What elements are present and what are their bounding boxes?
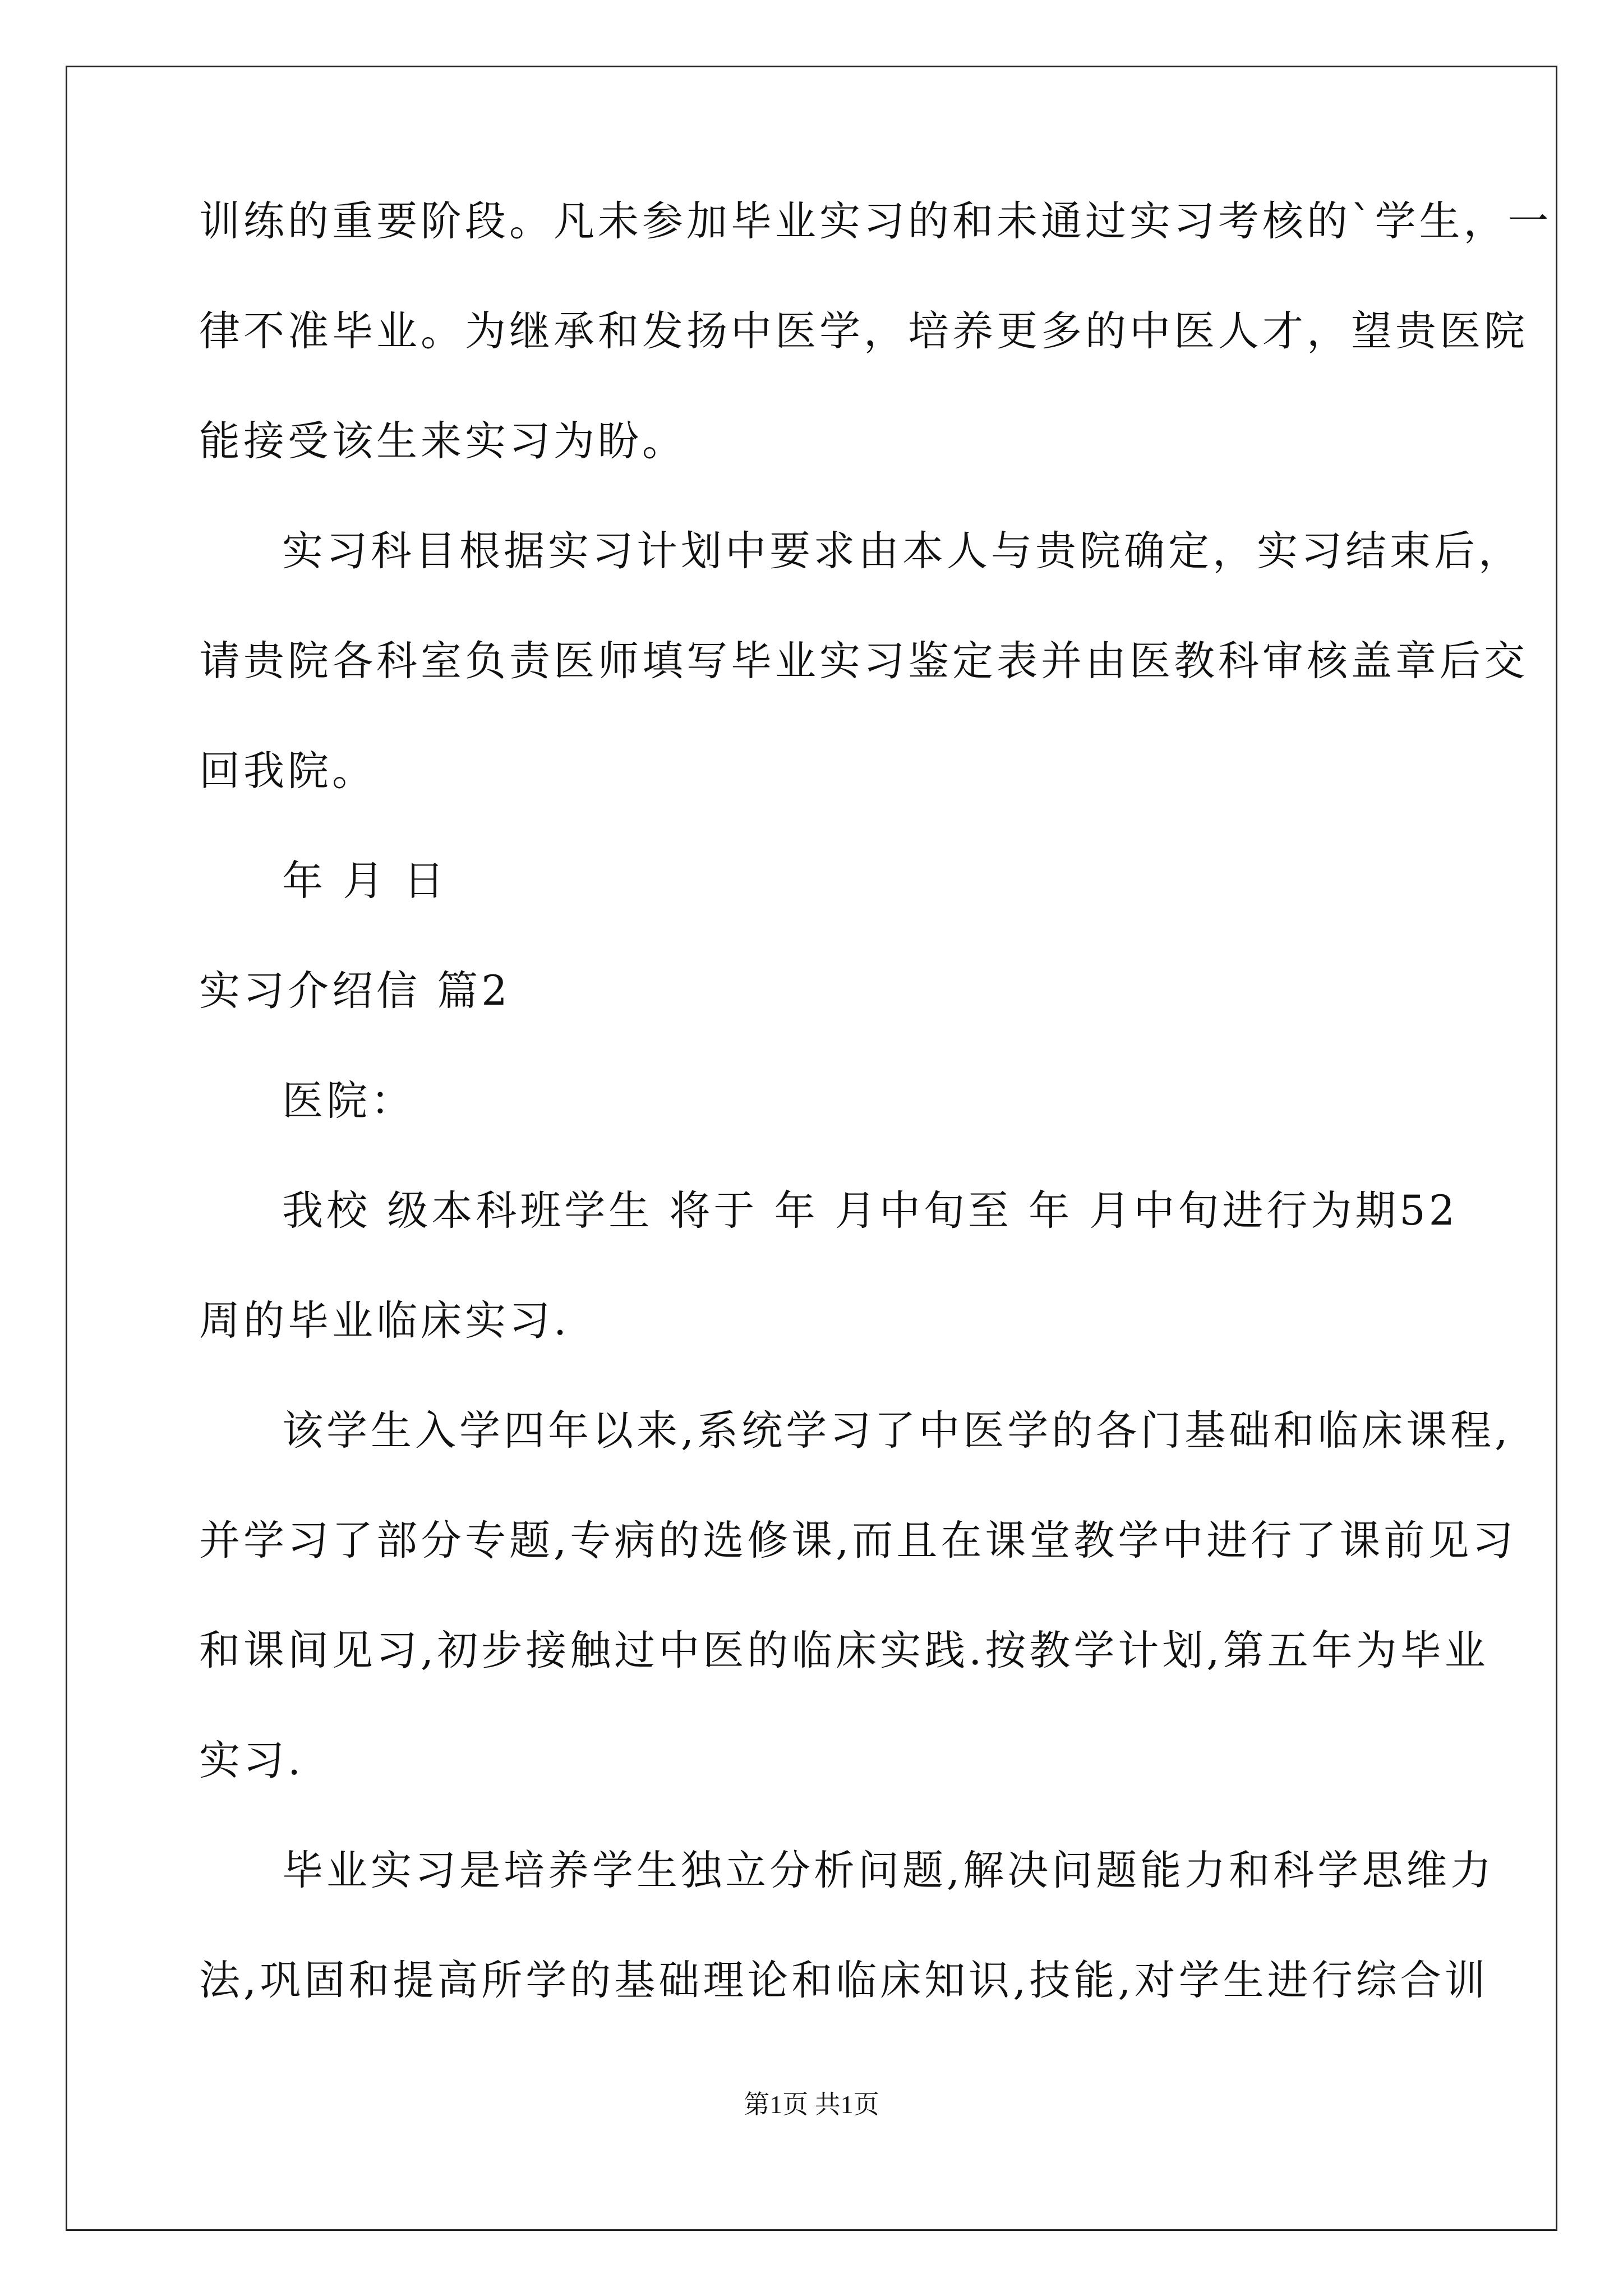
paragraph-1-line-1: 训练的重要阶段。凡未参加毕业实习的和未通过实习考核的`学生，一 [199, 197, 1552, 245]
paragraph-2-line-3: 回我院。 [199, 747, 376, 795]
paragraph-2-line-2: 请贵院各科室负责医师填写毕业实习鉴定表并由医教科审核盖章后交 [199, 637, 1528, 685]
page-border [66, 66, 1557, 2231]
paragraph-3-line-2: 周的毕业临床实习. [199, 1297, 570, 1345]
paragraph-5-line-2: 法,巩固和提高所学的基础理论和临床知识,技能,对学生进行综合训 [199, 1957, 1489, 2004]
salutation: 医院： [282, 1077, 415, 1125]
page-number-footer: 第1页 共1页 [744, 2090, 879, 2119]
paragraph-3-line-1: 我校 级本科班学生 将于 年 月中旬至 年 月中旬进行为期52 [282, 1187, 1459, 1235]
section-heading: 实习介绍信 篇2 [199, 967, 511, 1015]
paragraph-4-line-2: 并学习了部分专题,专病的选修课,而且在课堂教学中进行了课前见习 [199, 1517, 1517, 1565]
paragraph-1-line-3: 能接受该生来实习为盼。 [199, 417, 686, 465]
paragraph-4-line-4: 实习. [199, 1737, 305, 1784]
paragraph-4-line-3: 和课间见习,初步接触过中医的临床实践.按教学计划,第五年为毕业 [199, 1627, 1489, 1674]
paragraph-2-line-1: 实习科目根据实习计划中要求由本人与贵院确定，实习结束后， [282, 527, 1523, 575]
paragraph-1-line-2: 律不准毕业。为继承和发扬中医学，培养更多的中医人才，望贵医院 [199, 307, 1528, 355]
paragraph-5-line-1: 毕业实习是培养学生独立分析问题,解决问题能力和科学思维力 [282, 1847, 1495, 1894]
paragraph-4-line-1: 该学生入学四年以来,系统学习了中医学的各门基础和临床课程, [282, 1407, 1511, 1455]
date-line: 年 月 日 [282, 857, 448, 905]
